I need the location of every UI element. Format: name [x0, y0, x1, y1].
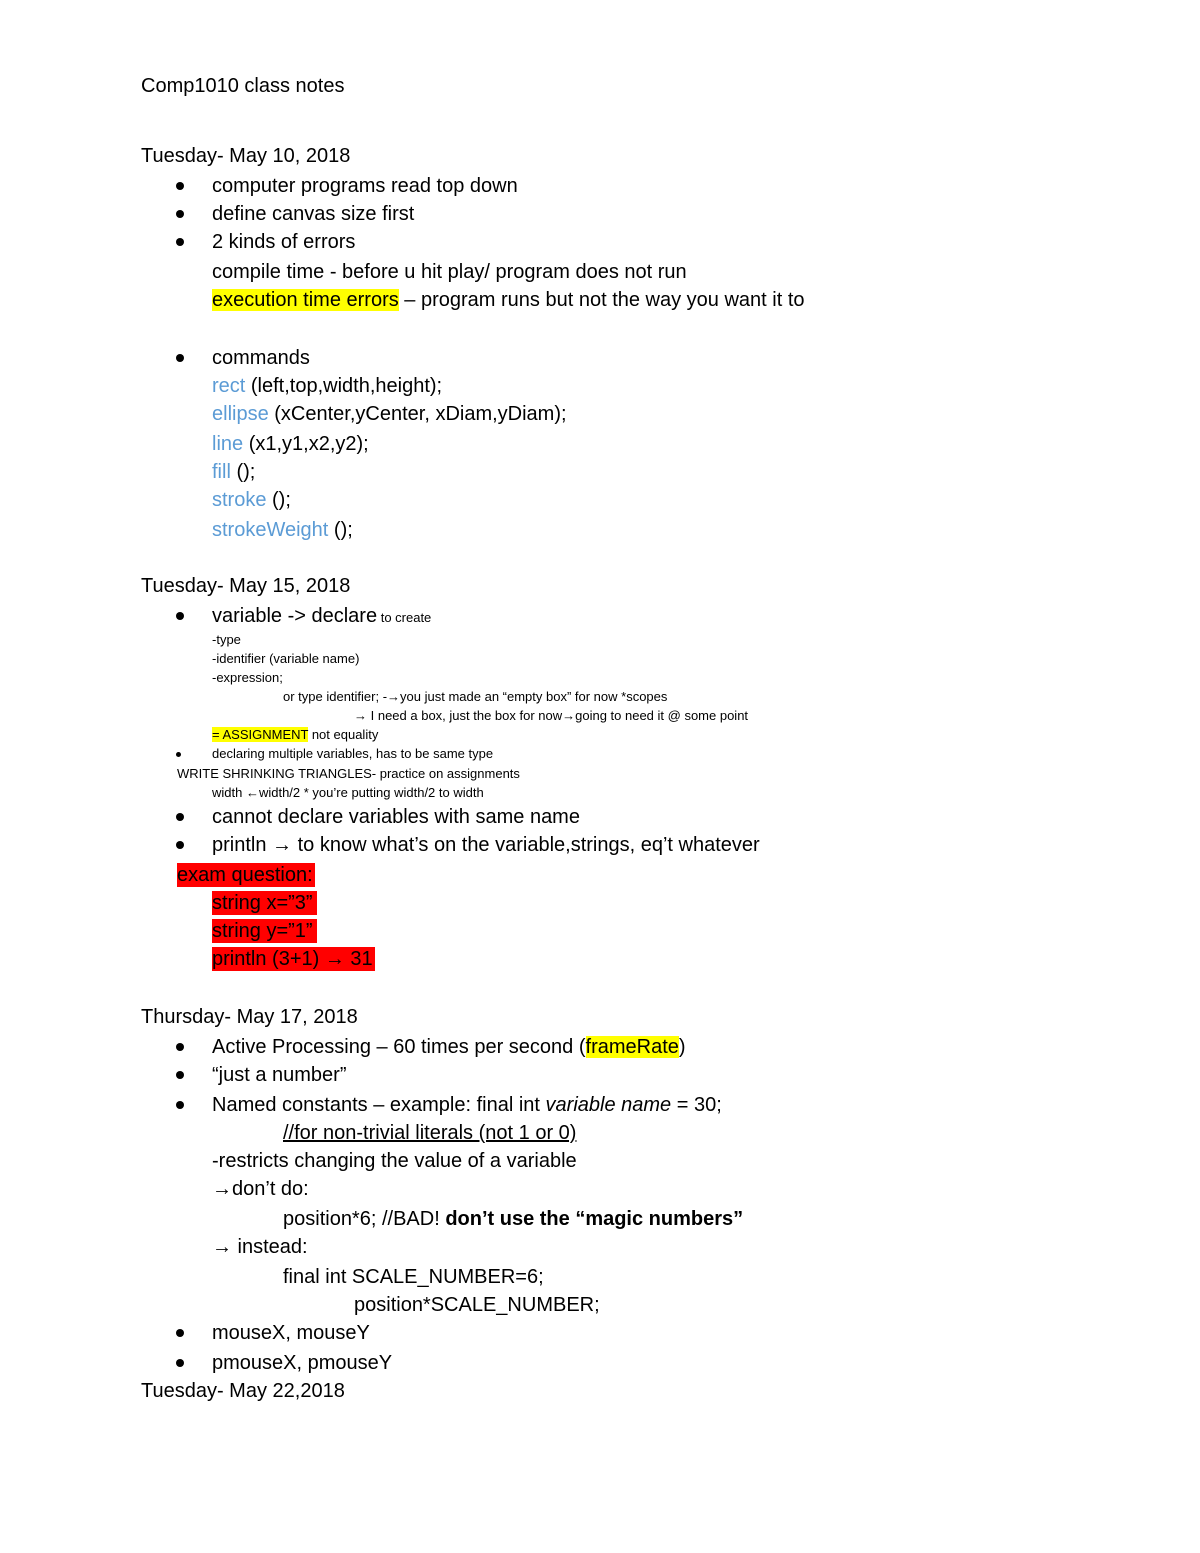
command-keyword: fill: [212, 461, 231, 483]
note-line: WRITE SHRINKING TRIANGLES- practice on assignments: [177, 766, 520, 781]
bullet-icon: [176, 752, 181, 757]
exam-highlight: string x=”3”: [212, 891, 317, 915]
section-heading-may22: Tuesday- May 22,2018: [141, 1380, 345, 1402]
bullet-icon: [176, 1359, 184, 1367]
note-line: 2 kinds of errors: [212, 231, 356, 253]
command-keyword: stroke: [212, 489, 267, 511]
command-line: [212, 374, 442, 398]
highlight-text: execution time errors: [212, 289, 399, 311]
note-line: println → to know what’s on the variable,strings, eq’t whatever: [212, 834, 760, 856]
command-keyword: ellipse: [212, 403, 269, 425]
highlight-text: frameRate: [585, 1036, 679, 1058]
note-line: → instead:: [212, 1236, 308, 1258]
note-line: final int SCALE_NUMBER=6;: [283, 1266, 544, 1288]
note-line: → I need a box, just the box for now→going to need it @ some point: [354, 708, 749, 723]
note-line: compile time - before u hit play/ program does not run: [212, 261, 687, 283]
doc-title: Comp1010 class notes: [141, 75, 345, 97]
note-text: position*6; //BAD!: [283, 1208, 446, 1230]
note-line: computer programs read top down: [212, 175, 518, 197]
command-keyword: strokeWeight: [212, 519, 329, 541]
exam-highlight: println (3+1) → 31: [212, 948, 373, 970]
note-line: position*SCALE_NUMBER;: [354, 1294, 600, 1316]
highlight-text: = ASSIGNMENT: [212, 727, 309, 742]
command-args: ();: [266, 489, 291, 511]
bullet-icon: [176, 813, 184, 821]
note-text: ): [678, 1036, 686, 1058]
section-heading-may15: Tuesday- May 15, 2018: [141, 575, 351, 597]
note-text: not equality: [308, 727, 379, 742]
note-line: -identifier (variable name): [212, 651, 360, 666]
bullet-icon: [176, 1329, 184, 1337]
note-text: – program runs but not the way you want it to: [398, 289, 805, 311]
note-line: commands: [212, 347, 310, 369]
note-line: -restricts changing the value of a variable: [212, 1150, 577, 1172]
note-text-small: to create: [377, 610, 432, 625]
command-line: [212, 402, 567, 426]
bullet-icon: [176, 182, 184, 190]
command-keyword: line: [212, 433, 244, 455]
command-line: [212, 432, 369, 456]
bullet-icon: [176, 210, 184, 218]
command-args: (x1,y1,x2,y2);: [243, 433, 369, 455]
command-line: [212, 460, 255, 484]
note-line: mouseX, mouseY: [212, 1322, 370, 1344]
note-text: final int: [476, 1094, 546, 1116]
section-heading-may10: Tuesday- May 10, 2018: [141, 145, 351, 167]
note-line: width ←width/2 * you’re putting width/2 to width: [212, 785, 484, 800]
note-line: →don’t do:: [212, 1178, 309, 1200]
note-text-bold: don’t use the “magic numbers”: [445, 1208, 744, 1230]
note-line: -expression;: [212, 670, 283, 685]
note-line: //for non-trivial literals (not 1 or 0): [283, 1122, 577, 1144]
command-args: (left,top,width,height);: [245, 375, 443, 397]
note-line: declaring multiple variables, has to be same type: [212, 746, 494, 761]
note-text: Named constants – example:: [212, 1094, 477, 1116]
command-args: (xCenter,yCenter, xDiam,yDiam);: [268, 403, 567, 425]
bullet-icon: [176, 354, 184, 362]
exam-highlight: string y=”1”: [212, 919, 317, 943]
command-args: ();: [230, 461, 256, 483]
bullet-icon: [176, 238, 184, 246]
note-line: define canvas size first: [212, 203, 415, 225]
note-text-italic: variable name: [545, 1094, 672, 1116]
note-line: -type: [212, 632, 241, 647]
note-text: = 30;: [671, 1094, 722, 1116]
note-line: [212, 604, 431, 628]
command-line: [212, 518, 353, 542]
note-line: cannot declare variables with same name: [212, 806, 580, 828]
note-line: [212, 1093, 722, 1117]
command-args: ();: [328, 519, 353, 541]
note-line: [283, 1207, 743, 1231]
exam-highlight: exam question:: [177, 864, 313, 886]
command-line: [212, 488, 291, 512]
note-text: Active Processing – 60 times per second (: [212, 1036, 586, 1058]
bullet-icon: [176, 1101, 184, 1109]
note-line: [212, 727, 378, 743]
note-text: variable -> declare: [212, 605, 378, 627]
note-line: pmouseX, pmouseY: [212, 1352, 393, 1374]
note-line: “just a number”: [212, 1064, 347, 1086]
note-line: [212, 288, 805, 312]
command-keyword: rect: [212, 375, 246, 397]
bullet-icon: [176, 1071, 184, 1079]
section-heading-may17: Thursday- May 17, 2018: [141, 1006, 358, 1028]
bullet-icon: [176, 1043, 184, 1051]
bullet-icon: [176, 841, 184, 849]
bullet-icon: [176, 612, 184, 620]
note-line: or type identifier; -→you just made an “empty box” for now *scopes: [283, 689, 668, 704]
note-line: [212, 1035, 686, 1059]
